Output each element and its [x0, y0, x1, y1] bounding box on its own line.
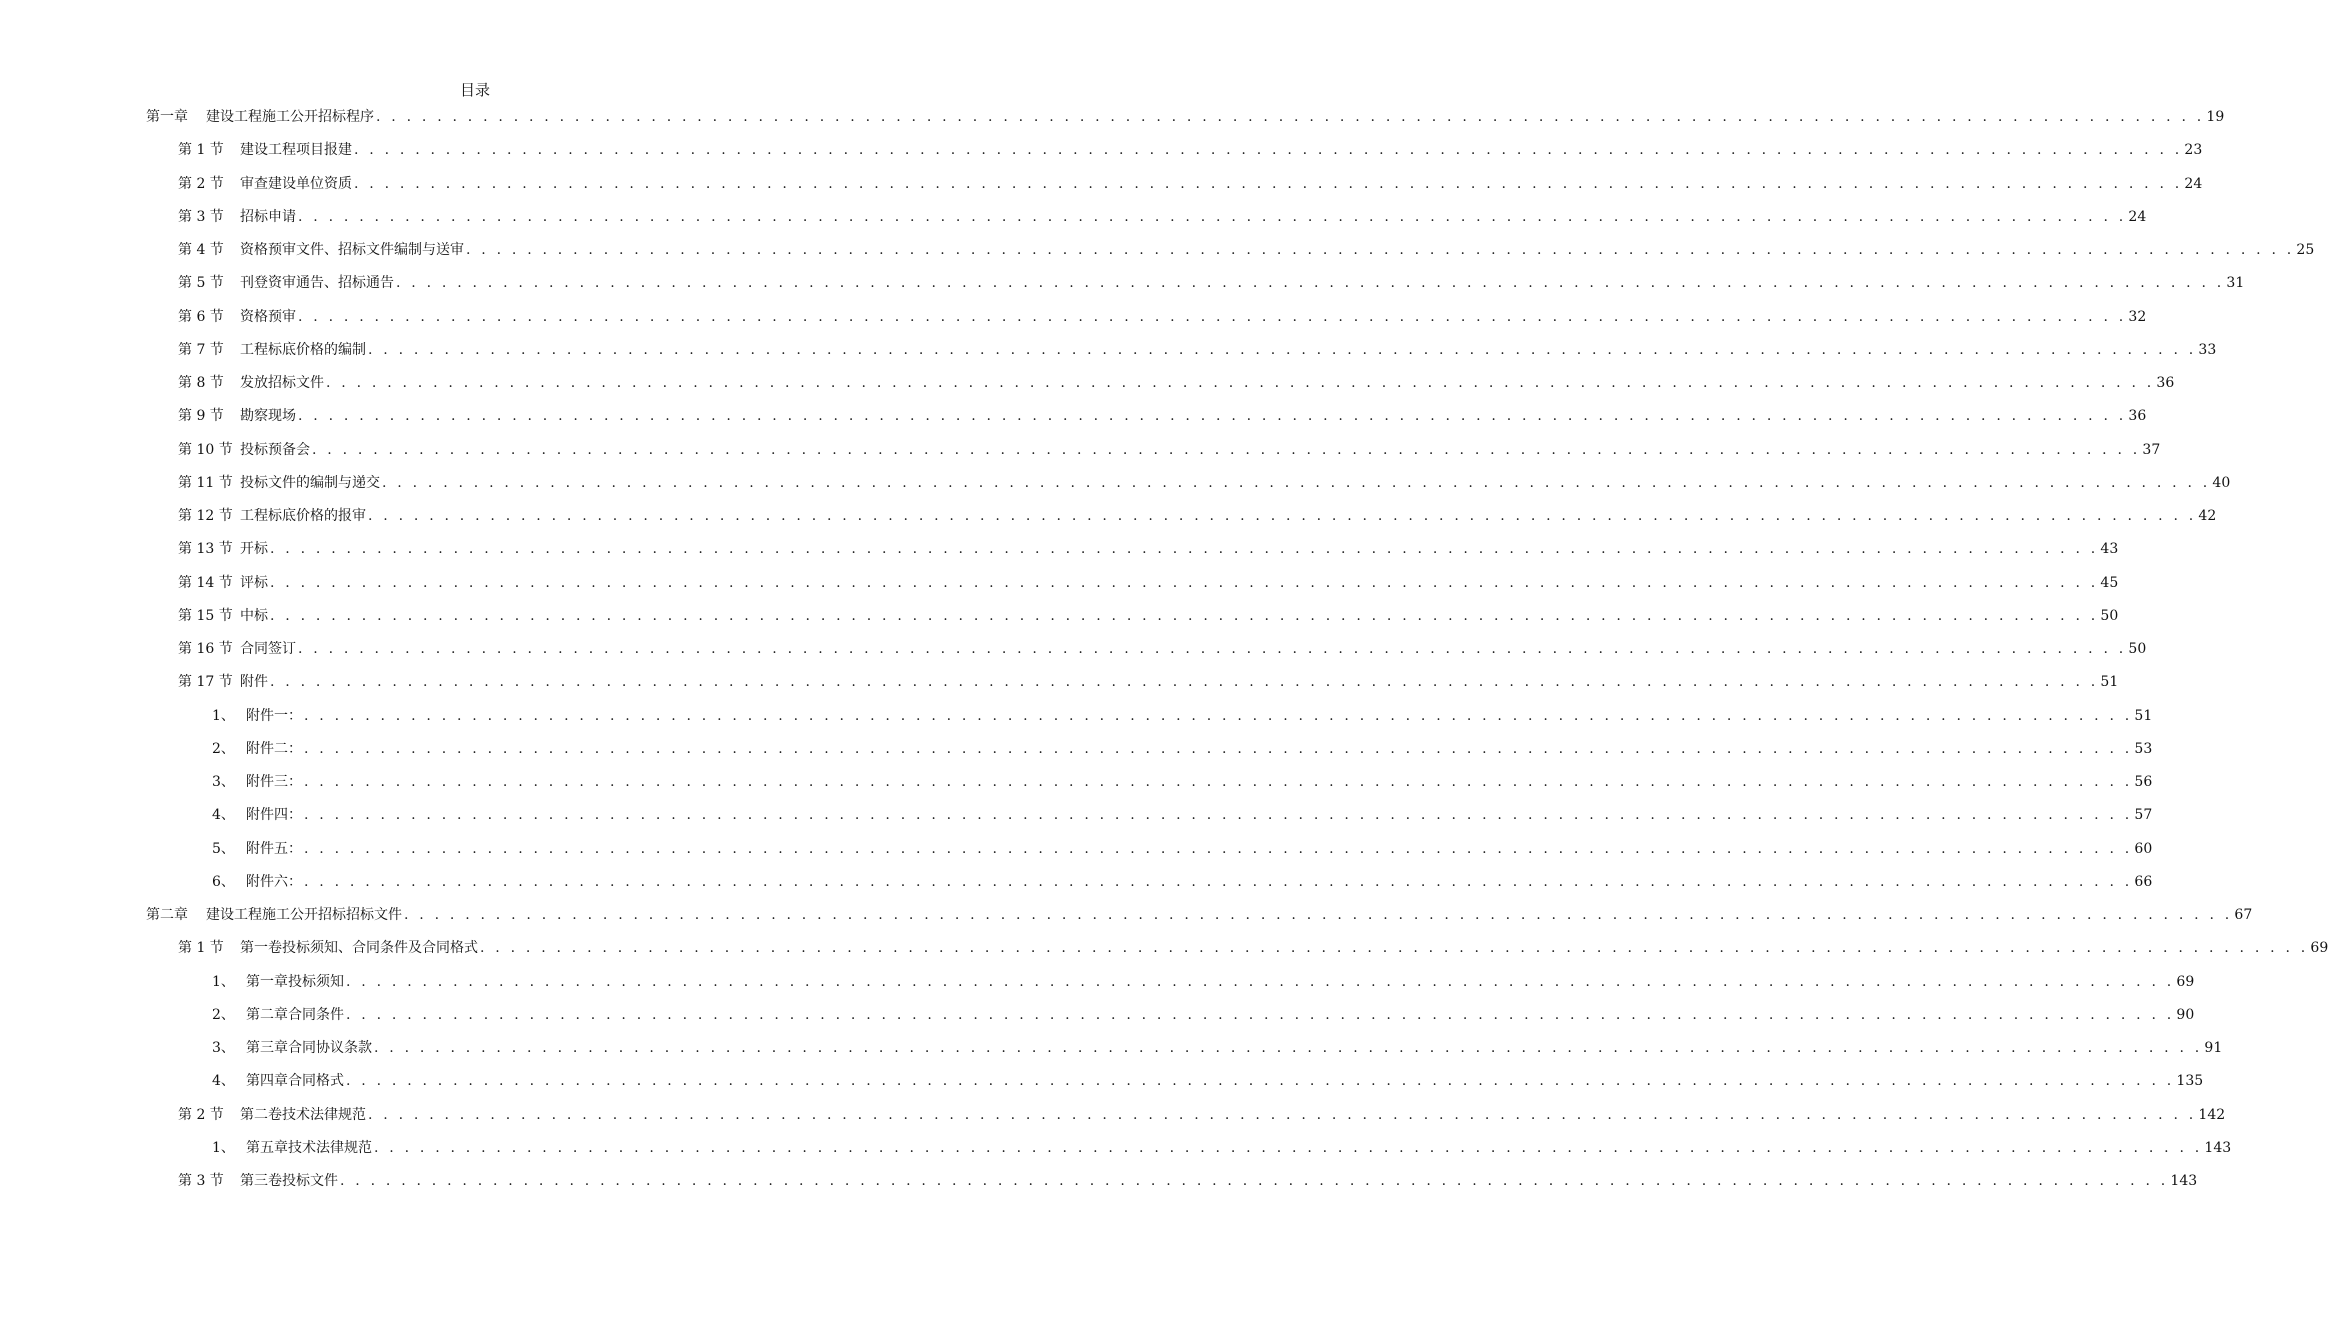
- toc-entry-number: 第 6 节: [178, 308, 224, 325]
- dot-leader: . . . . . . . . . . . . . . . . . . . . . . . . . . . . . . . . . . . . . . . . . . . . . . . . . . . . . . . . . . . . . . . . . . . . . . . . . . . . . . . . . . . . . . . . . . . . . . . . . . . . . . . . . . . . . . . . . . . . . . . .: [346, 1073, 2175, 1090]
- toc-entry-number: 第 10 节: [178, 441, 233, 458]
- toc-entry-text: 建设工程项目报建: [240, 142, 352, 159]
- toc-entry-text: 附件六：: [246, 873, 302, 890]
- dot-leader: . . . . . . . . . . . . . . . . . . . . . . . . . . . . . . . . . . . . . . . . . . . . . . . . . . . . . . . . . . . . . . . . . . . . . . . . . . . . . . . . . . . . . . . . . . . . . . . . . . . . . . . . . . . . . . . . . . . . . . . .: [304, 807, 2133, 824]
- dot-leader: . . . . . . . . . . . . . . . . . . . . . . . . . . . . . . . . . . . . . . . . . . . . . . . . . . . . . . . . . . . . . . . . . . . . . . . . . . . . . . . . . . . . . . . . . . . . . . . . . . . . . . . . . . . . . . . . . . . . . . . .: [376, 109, 2205, 125]
- toc-entry-number: 第一章: [146, 109, 188, 125]
- toc-page-number: 69: [2176, 973, 2195, 990]
- toc-page-number: 143: [2204, 1139, 2232, 1156]
- toc-entry-number: 2、: [212, 1006, 235, 1023]
- toc-entry-number: 6、: [212, 873, 235, 890]
- toc-entry-text: 投标文件的编制与递交: [240, 474, 380, 491]
- toc-section: [178, 937, 2328, 959]
- toc-section: [178, 538, 2119, 560]
- toc-entry-text: 第一卷投标须知、合同条件及合同格式: [240, 940, 478, 957]
- toc-page-number: 50: [2100, 607, 2119, 624]
- toc-section: [178, 206, 2147, 228]
- toc-section: [178, 439, 2161, 461]
- toc-subitem: [212, 838, 2153, 860]
- toc-section: [178, 272, 2245, 294]
- dot-leader: . . . . . . . . . . . . . . . . . . . . . . . . . . . . . . . . . . . . . . . . . . . . . . . . . . . . . . . . . . . . . . . . . . . . . . . . . . . . . . . . . . . . . . . . . . . . . . . . . . . . . . . . . . . . . . . . . . . . . . . .: [396, 275, 2225, 292]
- toc-entry-text: 附件四：: [246, 807, 302, 824]
- toc-page-number: 42: [2198, 508, 2217, 524]
- toc-entry-text: 中标: [240, 607, 268, 624]
- toc-section: [178, 638, 2147, 660]
- dot-leader: . . . . . . . . . . . . . . . . . . . . . . . . . . . . . . . . . . . . . . . . . . . . . . . . . . . . . . . . . . . . . . . . . . . . . . . . . . . . . . . . . . . . . . . . . . . . . . . . . . . . . . . . . . . . . . . . . . . . . . . .: [382, 474, 2211, 491]
- toc-entry-number: 1、: [212, 1139, 235, 1156]
- toc-entry-number: 第 2 节: [178, 1106, 224, 1123]
- dot-leader: . . . . . . . . . . . . . . . . . . . . . . . . . . . . . . . . . . . . . . . . . . . . . . . . . . . . . . . . . . . . . . . . . . . . . . . . . . . . . . . . . . . . . . . . . . . . . . . . . . . . . . . . . . . . . . . . . . . . . . . .: [368, 341, 2197, 358]
- toc-entry-text: 第五章技术法律规范: [246, 1139, 372, 1156]
- toc-page-number: 51: [2134, 707, 2153, 724]
- toc-entry-number: 2、: [212, 740, 235, 757]
- dot-leader: . . . . . . . . . . . . . . . . . . . . . . . . . . . . . . . . . . . . . . . . . . . . . . . . . . . . . . . . . . . . . . . . . . . . . . . . . . . . . . . . . . . . . . . . . . . . . . . . . . . . . . . . . . . . . . . . . . . . . . . .: [304, 740, 2133, 757]
- toc-page-number: 90: [2176, 1006, 2195, 1023]
- toc-page-number: 57: [2134, 807, 2153, 824]
- toc-page-number: 69: [2310, 940, 2328, 957]
- toc-entry-text: 第三卷投标文件: [240, 1173, 338, 1189]
- toc-entry-number: 第 9 节: [178, 408, 224, 425]
- toc-entry-number: 第 16 节: [178, 641, 233, 657]
- toc-entry-text: 招标申请: [240, 208, 296, 225]
- dot-leader: . . . . . . . . . . . . . . . . . . . . . . . . . . . . . . . . . . . . . . . . . . . . . . . . . . . . . . . . . . . . . . . . . . . . . . . . . . . . . . . . . . . . . . . . . . . . . . . . . . . . . . . . . . . . . . . . . . . . . . . .: [270, 541, 2099, 558]
- toc-section: [178, 372, 2175, 394]
- toc-section: [178, 239, 2315, 261]
- dot-leader: . . . . . . . . . . . . . . . . . . . . . . . . . . . . . . . . . . . . . . . . . . . . . . . . . . . . . . . . . . . . . . . . . . . . . . . . . . . . . . . . . . . . . . . . . . . . . . . . . . . . . . . . . . . . . . . . . . . . . . . .: [304, 707, 2133, 724]
- toc-entry-text: 附件二：: [246, 740, 302, 757]
- toc-entry-number: 4、: [212, 807, 235, 824]
- toc-page-number: 50: [2128, 641, 2147, 657]
- toc-entry-text: 评标: [240, 574, 268, 591]
- toc-page-number: 31: [2226, 275, 2245, 292]
- toc-page-number: 24: [2128, 208, 2147, 225]
- toc-section: [178, 405, 2147, 427]
- toc-section: [178, 605, 2119, 627]
- toc-section: [178, 139, 2203, 161]
- toc-subitem: [212, 705, 2153, 727]
- dot-leader: . . . . . . . . . . . . . . . . . . . . . . . . . . . . . . . . . . . . . . . . . . . . . . . . . . . . . . . . . . . . . . . . . . . . . . . . . . . . . . . . . . . . . . . . . . . . . . . . . . . . . . . . . . . . . . . . . . . . . . . .: [298, 208, 2127, 225]
- toc-entry-number: 3、: [212, 1040, 235, 1056]
- toc-section: [178, 173, 2203, 195]
- toc-section: [178, 1170, 2198, 1192]
- toc-page-number: 67: [2234, 907, 2253, 923]
- dot-leader: . . . . . . . . . . . . . . . . . . . . . . . . . . . . . . . . . . . . . . . . . . . . . . . . . . . . . . . . . . . . . . . . . . . . . . . . . . . . . . . . . . . . . . . . . . . . . . . . . . . . . . . . . . . . . . . . . . . . . . . .: [346, 973, 2175, 990]
- dot-leader: . . . . . . . . . . . . . . . . . . . . . . . . . . . . . . . . . . . . . . . . . . . . . . . . . . . . . . . . . . . . . . . . . . . . . . . . . . . . . . . . . . . . . . . . . . . . . . . . . . . . . . . . . . . . . . . . . . . . . . . .: [312, 441, 2141, 458]
- dot-leader: . . . . . . . . . . . . . . . . . . . . . . . . . . . . . . . . . . . . . . . . . . . . . . . . . . . . . . . . . . . . . . . . . . . . . . . . . . . . . . . . . . . . . . . . . . . . . . . . . . . . . . . . . . . . . . . . . . . . . . . .: [374, 1139, 2203, 1156]
- toc-entry-text: 发放招标文件: [240, 375, 324, 391]
- toc-section: [178, 306, 2147, 328]
- toc-chapter: [146, 106, 2225, 128]
- toc-page-number: 37: [2142, 441, 2161, 458]
- toc-page-number: 66: [2134, 873, 2153, 890]
- dot-leader: . . . . . . . . . . . . . . . . . . . . . . . . . . . . . . . . . . . . . . . . . . . . . . . . . . . . . . . . . . . . . . . . . . . . . . . . . . . . . . . . . . . . . . . . . . . . . . . . . . . . . . . . . . . . . . . . . . . . . . . .: [304, 873, 2133, 890]
- toc-entry-number: 1、: [212, 707, 235, 724]
- toc-page-number: 40: [2212, 474, 2231, 491]
- toc-entry-text: 建设工程施工公开招标程序: [206, 109, 374, 125]
- toc-entry-number: 1、: [212, 973, 235, 990]
- toc-page-number: 135: [2176, 1073, 2204, 1090]
- toc-entry-text: 第四章合同格式: [246, 1073, 344, 1090]
- dot-leader: . . . . . . . . . . . . . . . . . . . . . . . . . . . . . . . . . . . . . . . . . . . . . . . . . . . . . . . . . . . . . . . . . . . . . . . . . . . . . . . . . . . . . . . . . . . . . . . . . . . . . . . . . . . . . . . . . . . . . . . .: [368, 1106, 2197, 1123]
- toc-section: [178, 1104, 2226, 1126]
- toc-page-number: 56: [2134, 774, 2153, 790]
- toc-entry-text: 附件五：: [246, 840, 302, 857]
- toc-subitem: [212, 1004, 2195, 1026]
- dot-leader: . . . . . . . . . . . . . . . . . . . . . . . . . . . . . . . . . . . . . . . . . . . . . . . . . . . . . . . . . . . . . . . . . . . . . . . . . . . . . . . . . . . . . . . . . . . . . . . . . . . . . . . . . . . . . . . . . . . . . . . .: [304, 840, 2133, 857]
- toc-entry-text: 第二卷技术法律规范: [240, 1106, 366, 1123]
- toc-page-number: 43: [2100, 541, 2119, 558]
- toc-section: [178, 505, 2217, 527]
- toc-entry-text: 资格预审: [240, 308, 296, 325]
- toc-subitem: [212, 1137, 2232, 1159]
- toc-subitem: [212, 871, 2153, 893]
- toc-entry-number: 第 13 节: [178, 541, 233, 558]
- toc-entry-text: 附件一：: [246, 707, 302, 724]
- toc-page-number: 51: [2100, 674, 2119, 691]
- toc-entry-number: 第 15 节: [178, 607, 233, 624]
- toc-page-number: 19: [2206, 109, 2225, 125]
- toc-chapter: [146, 904, 2253, 926]
- toc-entry-number: 第 3 节: [178, 208, 224, 225]
- toc-section: [178, 572, 2119, 594]
- dot-leader: . . . . . . . . . . . . . . . . . . . . . . . . . . . . . . . . . . . . . . . . . . . . . . . . . . . . . . . . . . . . . . . . . . . . . . . . . . . . . . . . . . . . . . . . . . . . . . . . . . . . . . . . . . . . . . . . . . . . . . . .: [374, 1040, 2203, 1056]
- toc-entry-text: 审查建设单位资质: [240, 175, 352, 192]
- toc-page-number: 25: [2296, 242, 2315, 258]
- dot-leader: . . . . . . . . . . . . . . . . . . . . . . . . . . . . . . . . . . . . . . . . . . . . . . . . . . . . . . . . . . . . . . . . . . . . . . . . . . . . . . . . . . . . . . . . . . . . . . . . . . . . . . . . . . . . . . . . . . . . . . . .: [480, 940, 2309, 957]
- toc-page-number: 23: [2184, 142, 2203, 159]
- toc-entry-text: 投标预备会: [240, 441, 310, 458]
- toc-entry-number: 5、: [212, 840, 235, 857]
- toc-entry-number: 4、: [212, 1073, 235, 1090]
- toc-entry-number: 第 11 节: [178, 474, 233, 491]
- toc-page-number: 36: [2128, 408, 2147, 425]
- dot-leader: . . . . . . . . . . . . . . . . . . . . . . . . . . . . . . . . . . . . . . . . . . . . . . . . . . . . . . . . . . . . . . . . . . . . . . . . . . . . . . . . . . . . . . . . . . . . . . . . . . . . . . . . . . . . . . . . . . . . . . . .: [466, 242, 2295, 258]
- toc-entry-number: 第 4 节: [178, 242, 224, 258]
- toc-entry-text: 刊登资审通告、招标通告: [240, 275, 394, 292]
- toc-entry-text: 附件三：: [246, 774, 302, 790]
- toc-page-number: 45: [2100, 574, 2119, 591]
- toc-section: [178, 472, 2231, 494]
- dot-leader: . . . . . . . . . . . . . . . . . . . . . . . . . . . . . . . . . . . . . . . . . . . . . . . . . . . . . . . . . . . . . . . . . . . . . . . . . . . . . . . . . . . . . . . . . . . . . . . . . . . . . . . . . . . . . . . . . . . . . . . .: [354, 175, 2183, 192]
- toc-entry-text: 工程标底价格的编制: [240, 341, 366, 358]
- toc-entry-number: 第 7 节: [178, 341, 224, 358]
- toc-section: [178, 671, 2119, 693]
- toc-entry-number: 第 1 节: [178, 142, 224, 159]
- dot-leader: . . . . . . . . . . . . . . . . . . . . . . . . . . . . . . . . . . . . . . . . . . . . . . . . . . . . . . . . . . . . . . . . . . . . . . . . . . . . . . . . . . . . . . . . . . . . . . . . . . . . . . . . . . . . . . . . . . . . . . . .: [298, 308, 2127, 325]
- toc-title: 目录: [459, 81, 490, 99]
- toc-entry-text: 第二章合同条件: [246, 1006, 344, 1023]
- dot-leader: . . . . . . . . . . . . . . . . . . . . . . . . . . . . . . . . . . . . . . . . . . . . . . . . . . . . . . . . . . . . . . . . . . . . . . . . . . . . . . . . . . . . . . . . . . . . . . . . . . . . . . . . . . . . . . . . . . . . . . . .: [354, 142, 2183, 159]
- toc-page-number: 24: [2184, 175, 2203, 192]
- dot-leader: . . . . . . . . . . . . . . . . . . . . . . . . . . . . . . . . . . . . . . . . . . . . . . . . . . . . . . . . . . . . . . . . . . . . . . . . . . . . . . . . . . . . . . . . . . . . . . . . . . . . . . . . . . . . . . . . . . . . . . . .: [340, 1173, 2169, 1189]
- toc-entry-number: 3、: [212, 774, 235, 790]
- toc-entry-number: 第 14 节: [178, 574, 233, 591]
- dot-leader: . . . . . . . . . . . . . . . . . . . . . . . . . . . . . . . . . . . . . . . . . . . . . . . . . . . . . . . . . . . . . . . . . . . . . . . . . . . . . . . . . . . . . . . . . . . . . . . . . . . . . . . . . . . . . . . . . . . . . . . .: [404, 907, 2233, 923]
- dot-leader: . . . . . . . . . . . . . . . . . . . . . . . . . . . . . . . . . . . . . . . . . . . . . . . . . . . . . . . . . . . . . . . . . . . . . . . . . . . . . . . . . . . . . . . . . . . . . . . . . . . . . . . . . . . . . . . . . . . . . . . .: [368, 508, 2197, 524]
- toc-page-number: 91: [2204, 1040, 2223, 1056]
- toc-page-number: 143: [2170, 1173, 2198, 1189]
- toc-entry-text: 第三章合同协议条款: [246, 1040, 372, 1056]
- toc-entry-number: 第 12 节: [178, 508, 233, 524]
- toc-entry-number: 第 17 节: [178, 674, 233, 691]
- toc-entry-text: 勘察现场: [240, 408, 296, 425]
- toc-entry-text: 工程标底价格的报审: [240, 508, 366, 524]
- dot-leader: . . . . . . . . . . . . . . . . . . . . . . . . . . . . . . . . . . . . . . . . . . . . . . . . . . . . . . . . . . . . . . . . . . . . . . . . . . . . . . . . . . . . . . . . . . . . . . . . . . . . . . . . . . . . . . . . . . . . . . . .: [304, 774, 2133, 790]
- dot-leader: . . . . . . . . . . . . . . . . . . . . . . . . . . . . . . . . . . . . . . . . . . . . . . . . . . . . . . . . . . . . . . . . . . . . . . . . . . . . . . . . . . . . . . . . . . . . . . . . . . . . . . . . . . . . . . . . . . . . . . . .: [346, 1006, 2175, 1023]
- toc-section: [178, 339, 2217, 361]
- toc-subitem: [212, 804, 2153, 826]
- toc-page-number: 53: [2134, 740, 2153, 757]
- toc-page-number: 60: [2134, 840, 2153, 857]
- toc-subitem: [212, 771, 2153, 793]
- toc-entry-text: 建设工程施工公开招标招标文件: [206, 907, 402, 923]
- toc-entry-text: 第一章投标须知: [246, 973, 344, 990]
- dot-leader: . . . . . . . . . . . . . . . . . . . . . . . . . . . . . . . . . . . . . . . . . . . . . . . . . . . . . . . . . . . . . . . . . . . . . . . . . . . . . . . . . . . . . . . . . . . . . . . . . . . . . . . . . . . . . . . . . . . . . . . .: [270, 607, 2099, 624]
- dot-leader: . . . . . . . . . . . . . . . . . . . . . . . . . . . . . . . . . . . . . . . . . . . . . . . . . . . . . . . . . . . . . . . . . . . . . . . . . . . . . . . . . . . . . . . . . . . . . . . . . . . . . . . . . . . . . . . . . . . . . . . .: [298, 408, 2127, 425]
- toc-subitem: [212, 971, 2195, 993]
- toc-entry-number: 第 2 节: [178, 175, 224, 192]
- toc-page-number: 32: [2128, 308, 2147, 325]
- dot-leader: . . . . . . . . . . . . . . . . . . . . . . . . . . . . . . . . . . . . . . . . . . . . . . . . . . . . . . . . . . . . . . . . . . . . . . . . . . . . . . . . . . . . . . . . . . . . . . . . . . . . . . . . . . . . . . . . . . . . . . . .: [270, 674, 2099, 691]
- dot-leader: . . . . . . . . . . . . . . . . . . . . . . . . . . . . . . . . . . . . . . . . . . . . . . . . . . . . . . . . . . . . . . . . . . . . . . . . . . . . . . . . . . . . . . . . . . . . . . . . . . . . . . . . . . . . . . . . . . . . . . . .: [270, 574, 2099, 591]
- toc-entry-text: 开标: [240, 541, 268, 558]
- dot-leader: . . . . . . . . . . . . . . . . . . . . . . . . . . . . . . . . . . . . . . . . . . . . . . . . . . . . . . . . . . . . . . . . . . . . . . . . . . . . . . . . . . . . . . . . . . . . . . . . . . . . . . . . . . . . . . . . . . . . . . . .: [298, 641, 2127, 657]
- toc-page-number: 33: [2198, 341, 2217, 358]
- toc-entry-number: 第 1 节: [178, 940, 224, 957]
- toc-subitem: [212, 1037, 2223, 1059]
- dot-leader: . . . . . . . . . . . . . . . . . . . . . . . . . . . . . . . . . . . . . . . . . . . . . . . . . . . . . . . . . . . . . . . . . . . . . . . . . . . . . . . . . . . . . . . . . . . . . . . . . . . . . . . . . . . . . . . . . . . . . . . .: [326, 375, 2155, 391]
- toc-entry-text: 附件: [240, 674, 268, 691]
- toc-subitem: [212, 1070, 2204, 1092]
- toc-entry-text: 资格预审文件、招标文件编制与送审: [240, 242, 464, 258]
- toc-entry-number: 第 3 节: [178, 1173, 224, 1189]
- toc-page-number: 142: [2198, 1106, 2226, 1123]
- toc-entry-text: 合同签订: [240, 641, 296, 657]
- toc-entry-number: 第二章: [146, 907, 188, 923]
- toc-subitem: [212, 738, 2153, 760]
- toc-page-number: 36: [2156, 375, 2175, 391]
- toc-entry-number: 第 8 节: [178, 375, 224, 391]
- toc-entry-number: 第 5 节: [178, 275, 224, 292]
